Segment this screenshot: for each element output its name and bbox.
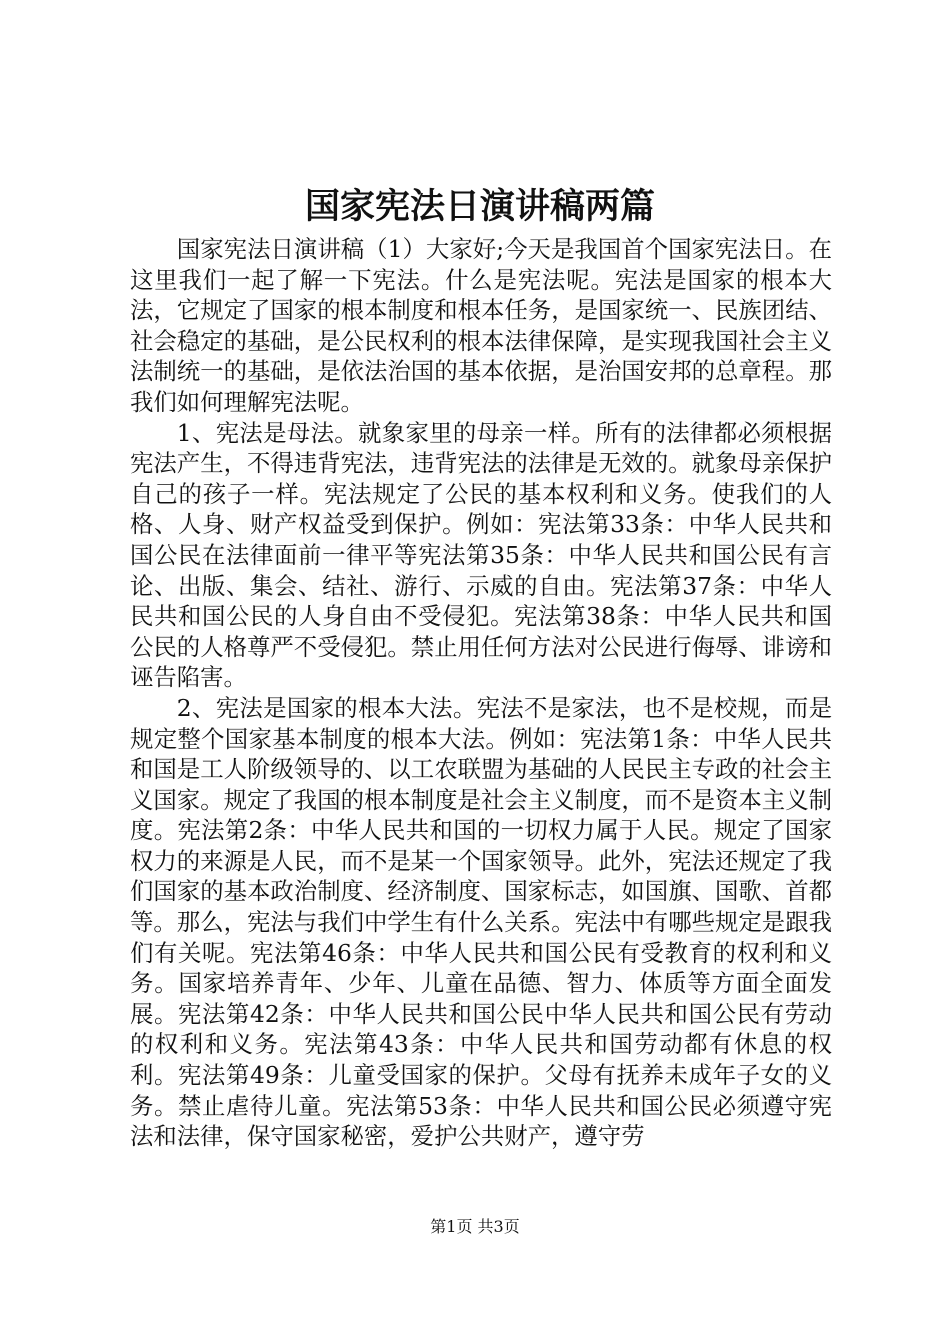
page-title: 国家宪法日演讲稿两篇 xyxy=(304,186,655,227)
paragraph-point-1: 1、宪法是母法。就象家里的母亲一样。所有的法律都必须根据宪法产生，不得违背宪法，违背宪法的法律是无效的。就象母亲保护自己的孩子一样。宪法规定了公民的基本权利和义务。使我们的人格、人身、财产权益受到保护。例如：宪法第33条：中华人民共和国公民在法律面前一律平等宪法第35条：中华人民共和国公民有言论、出版、集会、结社、游行、示威的自由。宪法第37条：中华人民共和国公民的人身自由不受侵犯。宪法第38条：中华人民共和国公民的人格尊严不受侵犯。禁止用任何方法对公民进行侮辱、诽谤和诬告陷害。 xyxy=(130,418,832,692)
document-body xyxy=(130,234,832,1152)
paragraph-intro: 国家宪法日演讲稿（1）大家好;今天是我国首个国家宪法日。在这里我们一起了解一下宪法。什么是宪法呢。宪法是国家的根本大法，它规定了国家的根本制度和根本任务，是国家统一、民族团结、社会稳定的基础，是公民权利的根本法律保障，是实现我国社会主义法制统一的基础，是依法治国的基本依据，是治国安邦的总章程。那我们如何理解宪法呢。 xyxy=(130,235,832,416)
page-number: 第1页 共3页 xyxy=(430,1217,520,1236)
paragraph-point-2: 2、宪法是国家的根本大法。宪法不是家法，也不是校规，而是规定整个国家基本制度的根本大法。例如：宪法第1条：中华人民共和国是工人阶级领导的、以工农联盟为基础的人民民主专政的社会主义国家。规定了我国的根本制度是社会主义制度，而不是资本主义制度。宪法第2条：中华人民共和国的一切权力属于人民。规定了国家权力的来源是人民，而不是某一个国家领导。此外，宪法还规定了我们国家的基本政治制度、经济制度、国家标志，如国旗、国歌、首都等。那么，宪法与我们中学生有什么关系。宪法中有哪些规定是跟我们有关呢。宪法第46条：中华人民共和国公民有受教育的权利和义务。国家培养青年、少年、儿童在品德、智力、体质等方面全面发展。宪法第42条：中华人民共和国公民中华人民共和国公民有劳动的权利和义务。宪法第43条：中华人民共和国劳动都有休息的权利。宪法第49条：儿童受国家的保护。父母有抚养未成年子女的义务。禁止虐待儿童。宪法第53条：中华人民共和国公民必须遵守宪法和法律，保守国家秘密，爱护公共财产，遵守劳 xyxy=(130,693,832,1151)
